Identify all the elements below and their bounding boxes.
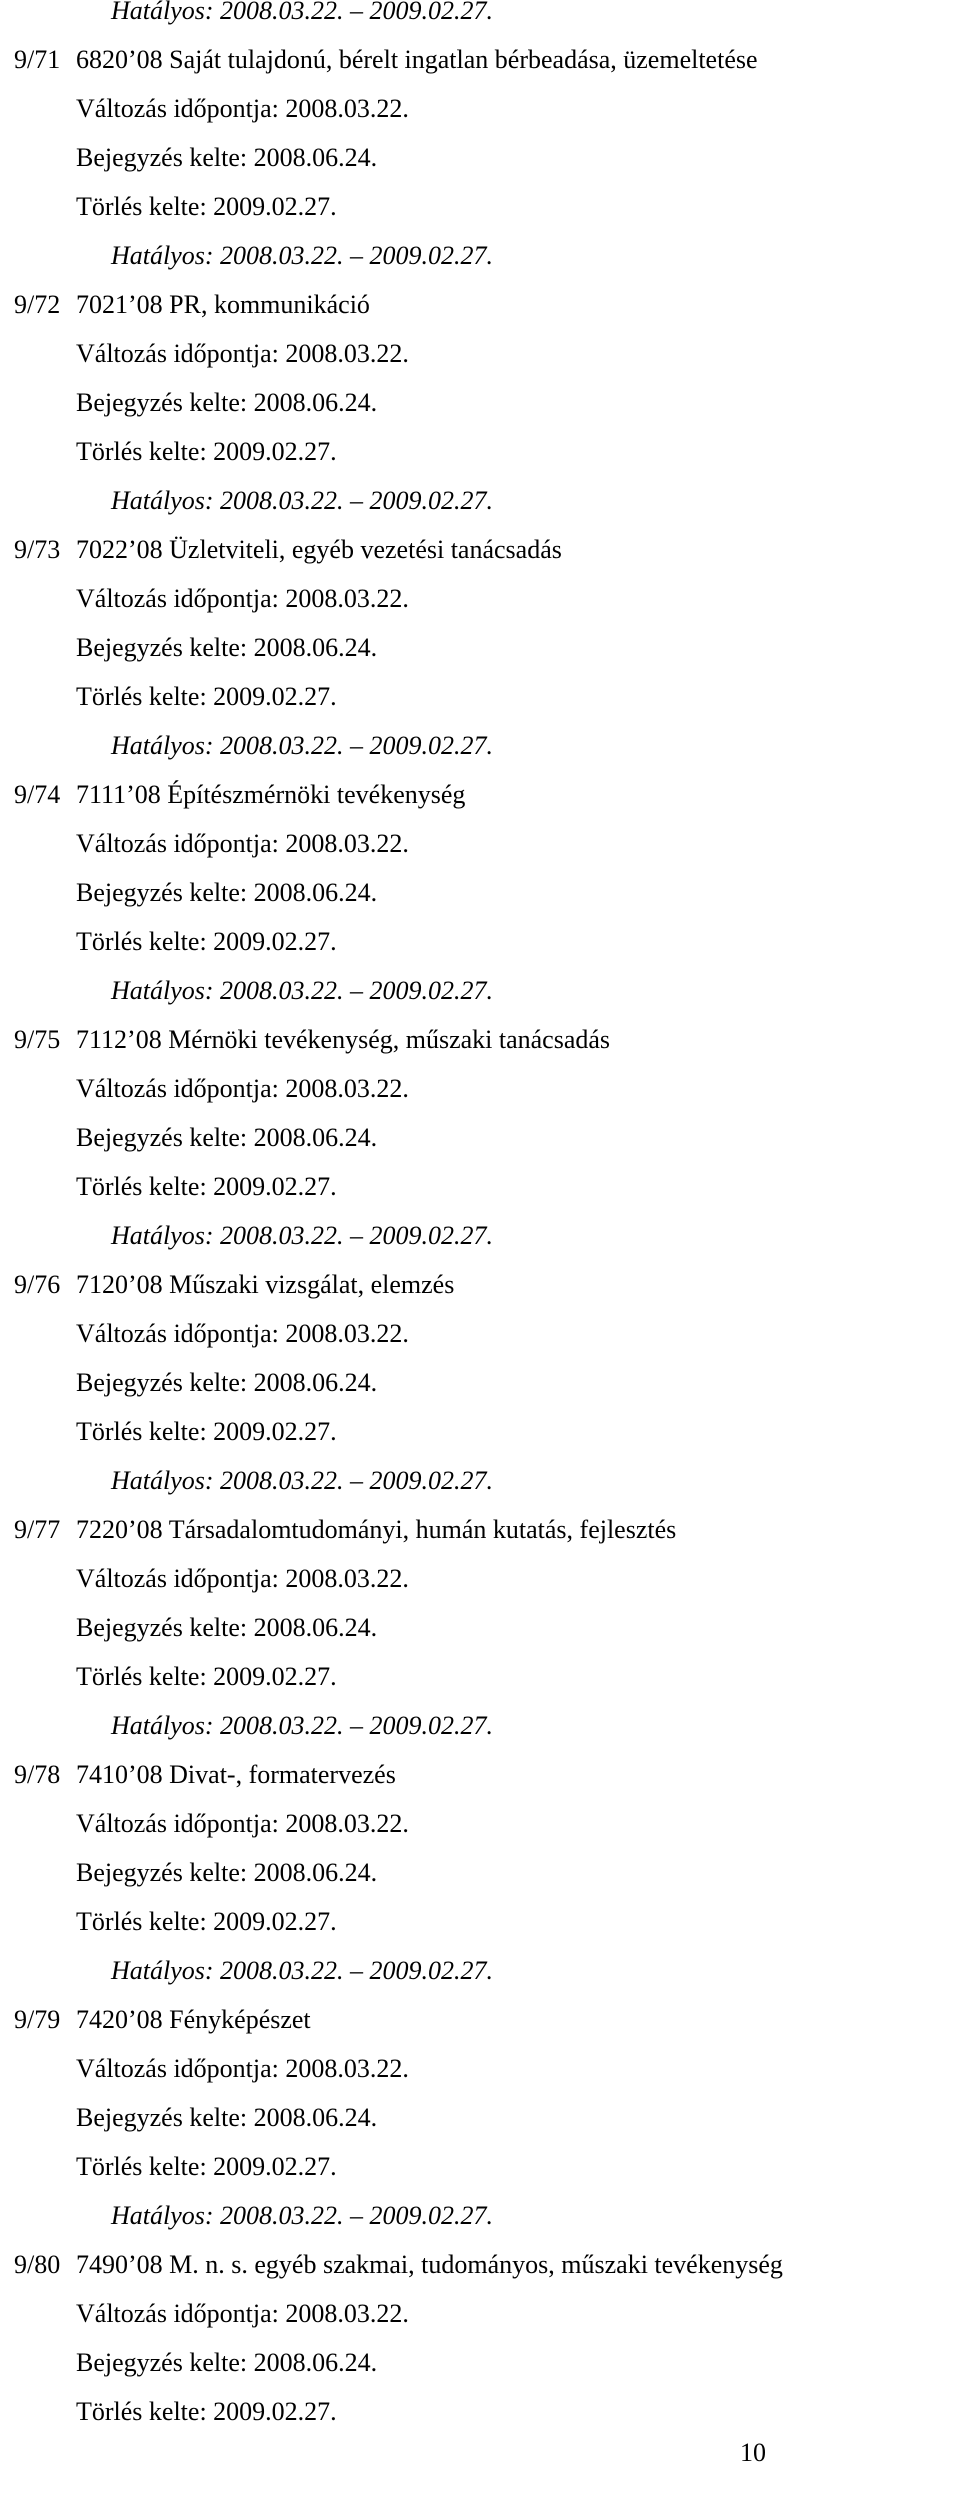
entry-heading-line [0,35,960,84]
entries-list [0,35,960,2436]
bejegyzes-line [0,868,960,917]
torles-text: Törlés kelte: 2009.02.27. [76,1662,337,1691]
valtozas-text: Változás időpontja: 2008.03.22. [76,1074,409,1103]
hatalyos-line [0,2191,960,2240]
hatalyos-text: Hatályos: 2008.03.22. – 2009.02.27. [111,731,494,760]
valtozas-text: Változás időpontja: 2008.03.22. [76,1319,409,1348]
bejegyzes-line [0,1113,960,1162]
bejegyzes-line [0,133,960,182]
hatalyos-line [0,0,960,35]
entry-heading-line [0,1750,960,1799]
valtozas-text: Változás időpontja: 2008.03.22. [76,339,409,368]
valtozas-text: Változás időpontja: 2008.03.22. [76,1809,409,1838]
hatalyos-text: Hatályos: 2008.03.22. – 2009.02.27. [111,1466,494,1495]
entry-heading-line [0,770,960,819]
torles-text: Törlés kelte: 2009.02.27. [76,1907,337,1936]
hatalyos-text: Hatályos: 2008.03.22. – 2009.02.27. [111,2201,494,2230]
torles-text: Törlés kelte: 2009.02.27. [76,2152,337,2181]
valtozas-line [0,2289,960,2338]
hatalyos-text: Hatályos: 2008.03.22. – 2009.02.27. [111,486,494,515]
valtozas-line [0,1064,960,1113]
torles-line [0,1162,960,1211]
entry-heading-line [0,1260,960,1309]
hatalyos-line [0,1701,960,1750]
entry-title: 7410’08 Divat-, formatervezés [76,1760,396,1789]
entry-heading-line [0,1015,960,1064]
entry-title: 7120’08 Műszaki vizsgálat, elemzés [76,1270,455,1299]
torles-text: Törlés kelte: 2009.02.27. [76,1417,337,1446]
entry-title: 7021’08 PR, kommunikáció [76,290,370,319]
valtozas-line [0,1799,960,1848]
entry-title: 7420’08 Fényképészet [76,2005,311,2034]
hatalyos-line [0,966,960,1015]
entry-number: 9/80 [14,2250,61,2279]
page-number: 10 [740,2438,766,2467]
torles-line [0,2142,960,2191]
valtozas-text: Változás időpontja: 2008.03.22. [76,94,409,123]
bejegyzes-line [0,623,960,672]
valtozas-line [0,819,960,868]
hatalyos-line [0,1211,960,1260]
valtozas-text: Változás időpontja: 2008.03.22. [76,2054,409,2083]
hatalyos-text: Hatályos: 2008.03.22. – 2009.02.27. [111,1956,494,1985]
hatalyos-text: Hatályos: 2008.03.22. – 2009.02.27. [111,0,494,25]
entry-number: 9/76 [14,1270,61,1299]
entry-heading-line [0,2240,960,2289]
valtozas-text: Változás időpontja: 2008.03.22. [76,584,409,613]
entry-heading-line [0,525,960,574]
torles-line [0,1897,960,1946]
entry-number: 9/72 [14,290,61,319]
hatalyos-line [0,1456,960,1505]
hatalyos-text: Hatályos: 2008.03.22. – 2009.02.27. [111,976,494,1005]
hatalyos-line [0,476,960,525]
valtozas-line [0,84,960,133]
entry-title: 7490’08 M. n. s. egyéb szakmai, tudományos, műszaki tevékenység [76,2250,783,2279]
entry-heading-line [0,1995,960,2044]
valtozas-line [0,574,960,623]
hatalyos-text: Hatályos: 2008.03.22. – 2009.02.27. [111,1221,494,1250]
bejegyzes-text: Bejegyzés kelte: 2008.06.24. [76,1613,378,1642]
valtozas-text: Változás időpontja: 2008.03.22. [76,2299,409,2328]
entry-number: 9/78 [14,1760,61,1789]
bejegyzes-text: Bejegyzés kelte: 2008.06.24. [76,1858,378,1887]
bejegyzes-line [0,1848,960,1897]
entry-heading-line [0,1505,960,1554]
bejegyzes-line [0,2338,960,2387]
torles-text: Törlés kelte: 2009.02.27. [76,437,337,466]
entry-number: 9/77 [14,1515,61,1544]
torles-text: Törlés kelte: 2009.02.27. [76,927,337,956]
bejegyzes-text: Bejegyzés kelte: 2008.06.24. [76,388,378,417]
hatalyos-line [0,231,960,280]
bejegyzes-line [0,1358,960,1407]
bejegyzes-text: Bejegyzés kelte: 2008.06.24. [76,2103,378,2132]
entry-title: 7112’08 Mérnöki tevékenység, műszaki tanácsadás [76,1025,611,1054]
bejegyzes-text: Bejegyzés kelte: 2008.06.24. [76,1123,378,1152]
bejegyzes-line [0,378,960,427]
entry-number: 9/71 [14,45,61,74]
valtozas-text: Változás időpontja: 2008.03.22. [76,1564,409,1593]
hatalyos-text: Hatályos: 2008.03.22. – 2009.02.27. [111,1711,494,1740]
torles-line [0,672,960,721]
entry-heading-line [0,280,960,329]
torles-line [0,427,960,476]
bejegyzes-line [0,2093,960,2142]
entry-title: 6820’08 Saját tulajdonú, bérelt ingatlan bérbeadása, üzemeltetése [76,45,758,74]
entry-title: 7111’08 Építészmérnöki tevékenység [76,780,466,809]
bejegyzes-text: Bejegyzés kelte: 2008.06.24. [76,2348,378,2377]
entry-number: 9/79 [14,2005,61,2034]
bejegyzes-text: Bejegyzés kelte: 2008.06.24. [76,878,378,907]
torles-line [0,1407,960,1456]
torles-line [0,917,960,966]
valtozas-line [0,1554,960,1603]
entry-number: 9/74 [14,780,61,809]
hatalyos-line [0,1946,960,1995]
torles-line [0,182,960,231]
bejegyzes-line [0,1603,960,1652]
torles-text: Törlés kelte: 2009.02.27. [76,682,337,711]
hatalyos-line [0,721,960,770]
torles-text: Törlés kelte: 2009.02.27. [76,192,337,221]
valtozas-line [0,2044,960,2093]
torles-text: Törlés kelte: 2009.02.27. [76,1172,337,1201]
entry-title: 7022’08 Üzletviteli, egyéb vezetési tanácsadás [76,535,562,564]
hatalyos-text: Hatályos: 2008.03.22. – 2009.02.27. [111,241,494,270]
valtozas-line [0,1309,960,1358]
entry-title: 7220’08 Társadalomtudományi, humán kutatás, fejlesztés [76,1515,677,1544]
bejegyzes-text: Bejegyzés kelte: 2008.06.24. [76,633,378,662]
bejegyzes-text: Bejegyzés kelte: 2008.06.24. [76,1368,378,1397]
valtozas-line [0,329,960,378]
torles-text: Törlés kelte: 2009.02.27. [76,2397,337,2426]
torles-line [0,2387,960,2436]
bejegyzes-text: Bejegyzés kelte: 2008.06.24. [76,143,378,172]
torles-line [0,1652,960,1701]
entry-number: 9/73 [14,535,61,564]
valtozas-text: Változás időpontja: 2008.03.22. [76,829,409,858]
entry-number: 9/75 [14,1025,61,1054]
